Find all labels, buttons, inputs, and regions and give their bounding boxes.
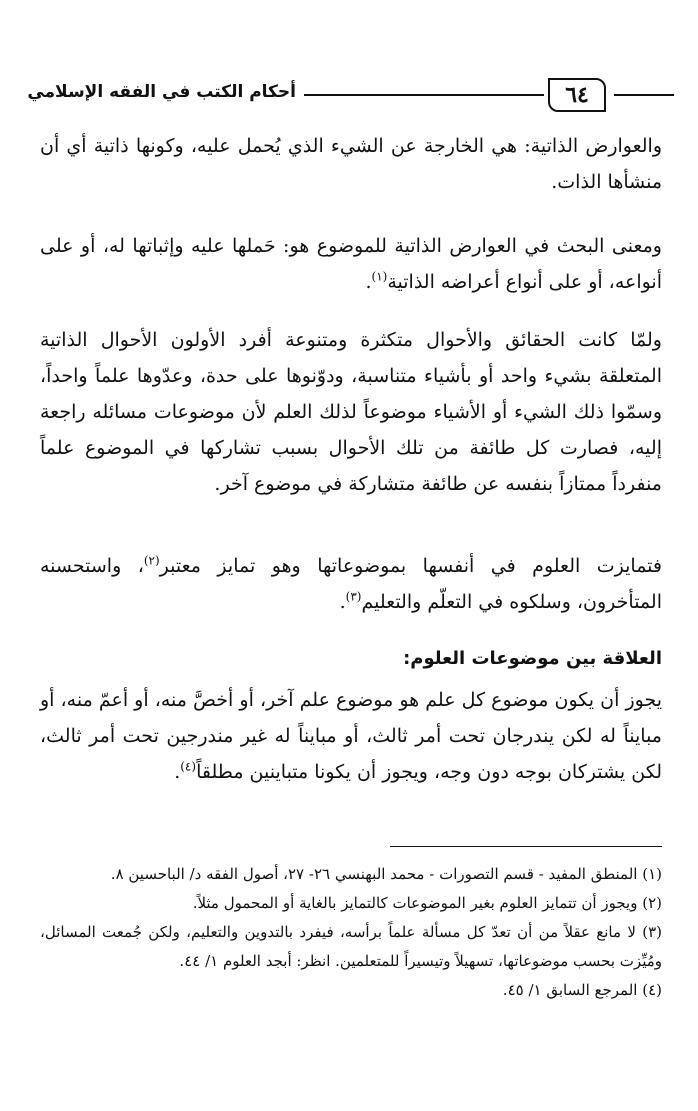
- section-heading: العلاقة بين موضوعات العلوم:: [403, 648, 662, 669]
- footnote-1: (١) المنطق المفيد - قسم التصورات - محمد البهنسي ٢٦- ٢٧، أصول الفقه د/ الباحسين ٨.: [110, 865, 662, 883]
- paragraph-5-text: يجوز أن يكون موضوع كل علم هو موضوع علم آخر، أو أخصَّ منه، أو أعمّ منه، أو مبايناً له لكن يندرجان تحت أمر ثالث، أو مبايناً له غير مندرجين تحت أمر ثالث، لكن يشتركان بوجه دون وجه، ويجوز أن يكونا متباينين مطلقاً: [40, 689, 662, 783]
- footnote-separator: [390, 846, 662, 847]
- paragraph-3-text: ولمّا كانت الحقائق والأحوال متكثرة ومتنوعة أفرد الأولون الأحوال الذاتية المتعلقة بشيء واحد أو بأشياء متناسبة، ودوّنوها على حدة، وعدّوها علماً واحداً، وسمّوا ذلك الشيء أو الأشياء موضوعاً لذلك العلم لأن موضوعات مسائله راجعة إليه، فصارت كل طائفة من تلك الأحوال بسبب تشاركها في الموضوع علماً منفرداً ممتازاً بنفسه عن طائفة متشاركة في موضوع آخر.: [40, 329, 662, 495]
- footnote-3: (٣) لا مانع عقلاً من أن تعدّ كل مسألة علماً برأسه، فيفرد بالتدوين والتعليم، ولكن جُمعت المسائل، ومُيِّزت بحسب موضوعاتها، تسهيلاً وتيسيراً للمتعلمين. انظر: أبجد العلوم ١/ ٤٤.: [40, 923, 662, 970]
- paragraph-5-end: .: [174, 761, 181, 783]
- paragraph-4-text-a: فتمايزت العلوم في أنفسها بموضوعاتها وهو تمايز معتبر: [159, 555, 662, 577]
- paragraph-4: [40, 548, 662, 620]
- paragraph-2-end: .: [365, 271, 372, 293]
- paragraph-1: [40, 128, 662, 200]
- running-title: أحكام الكتب في الفقه الإسلامي: [27, 82, 296, 102]
- paragraph-2: [40, 228, 662, 300]
- footnotes: [40, 860, 662, 1005]
- footnote-ref-3[interactable]: (٣): [345, 589, 362, 604]
- footnote-ref-1[interactable]: (١): [371, 269, 388, 284]
- footnote-2: (٢) ويجوز أن تتمايز العلوم بغير الموضوعات كالتمايز بالغاية أو المحمول مثلاً.: [192, 894, 662, 912]
- header-rule-middle: [304, 94, 544, 96]
- paragraph-1-text: والعوارض الذاتية: هي الخارجة عن الشيء الذي يُحمل عليه، وكونها ذاتية أي أن منشأها الذات.: [40, 135, 662, 193]
- paragraph-4-end: .: [339, 591, 346, 613]
- page-number: ٦٤: [548, 78, 606, 112]
- paragraph-3: [40, 322, 662, 502]
- footnote-ref-2[interactable]: (٢): [143, 553, 160, 568]
- paragraph-4-text-b: ، واستحسنه المتأخرون، وسلكوه في التعلّم والتعليم: [40, 555, 662, 613]
- footnote-4: (٤) المرجع السابق ١/ ٤٥.: [502, 981, 662, 999]
- header-rule-right: [614, 94, 674, 96]
- paragraph-5: [40, 682, 662, 790]
- page-header: [27, 72, 674, 118]
- footnote-ref-4[interactable]: (٤): [180, 759, 197, 774]
- paragraph-2-text: ومعنى البحث في العوارض الذاتية للموضوع هو: حَملها عليه وإثباتها له، أو على أنواعه، أو على أنواع أعراضه الذاتية: [40, 235, 662, 293]
